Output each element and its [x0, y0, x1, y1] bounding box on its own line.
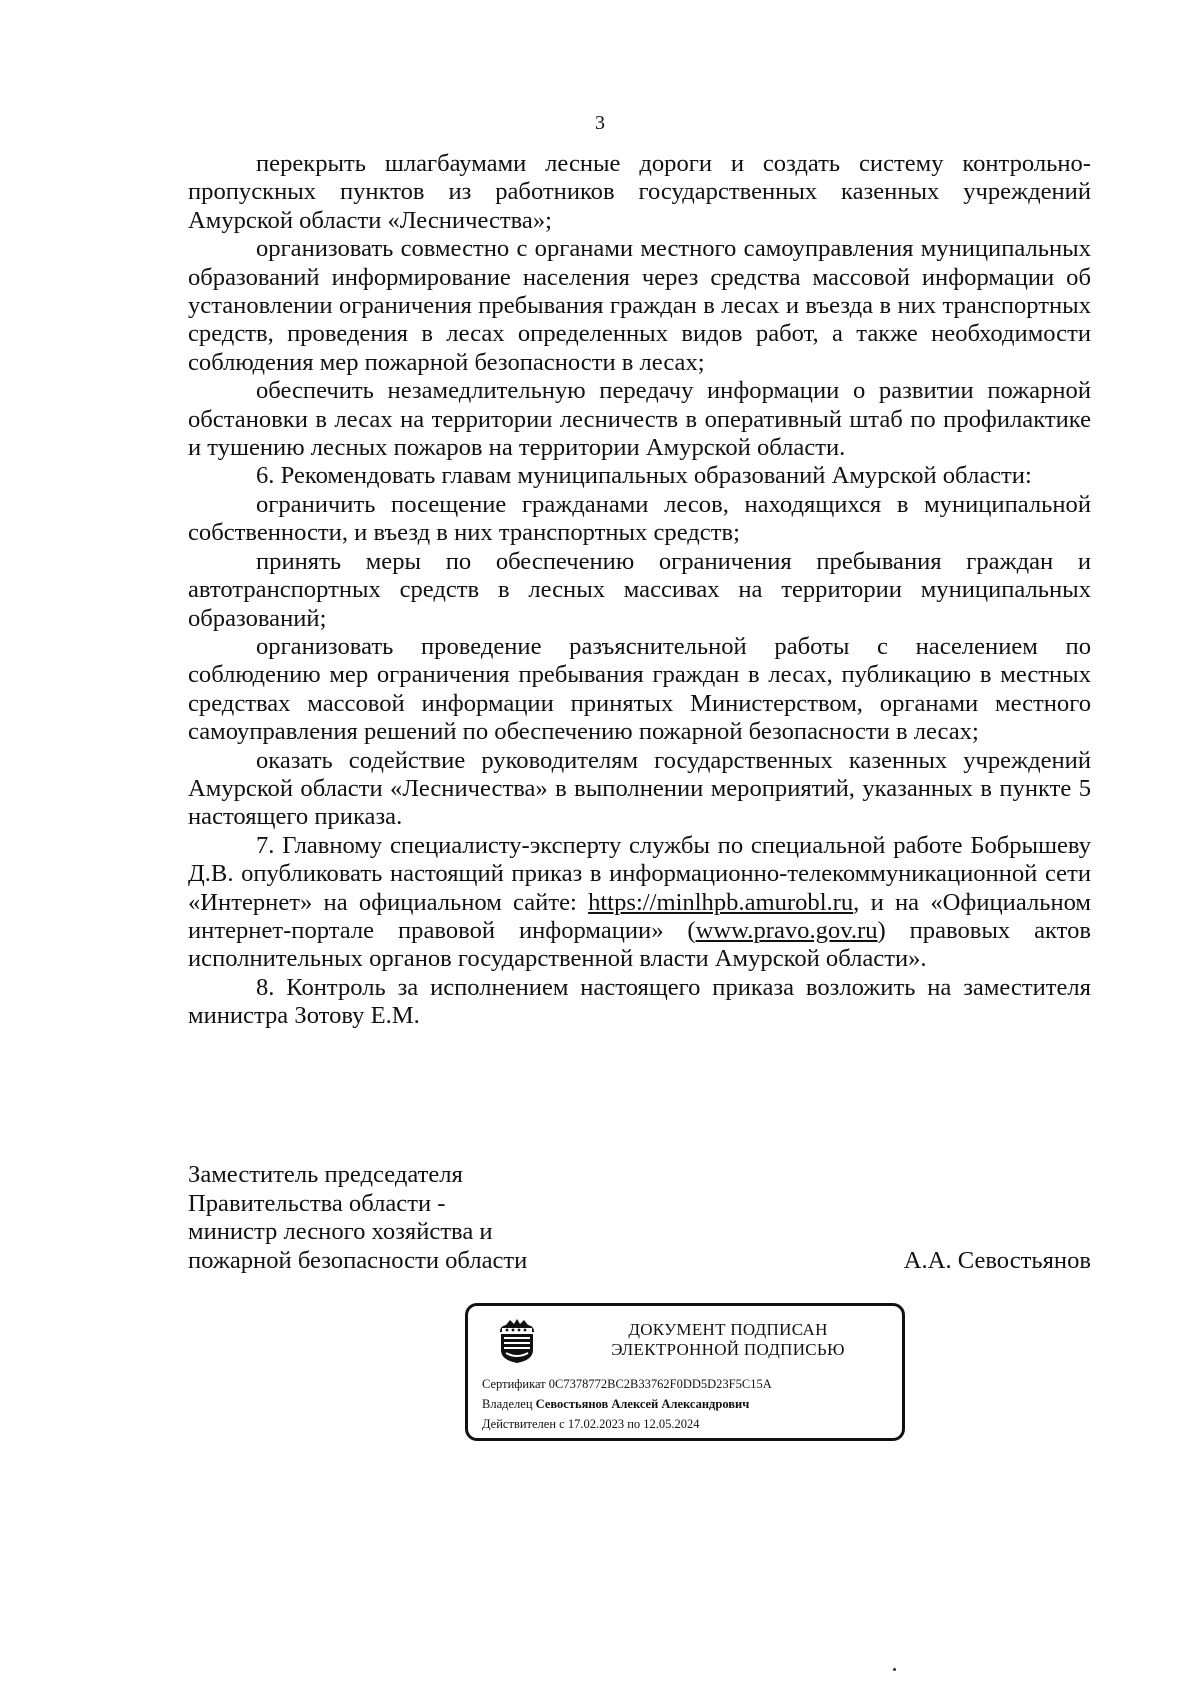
- valid-label: Действителен с: [482, 1417, 565, 1431]
- signatory-position-line: Правительства области -: [188, 1189, 446, 1217]
- paragraph: организовать проведение разъяснительной работы с населением по соблюдению мер ограничения пребывания граждан в лесах, публикацию в местных средствах массовой информации принятых Министерством, органами местного самоуправления решений по обеспечению пожарной безопасности в лесах;: [188, 632, 1091, 746]
- paragraph-7-text: , и на «Официальном интернет-портале правовой информации» (: [188, 888, 1091, 944]
- coat-of-arms-icon: [496, 1316, 538, 1364]
- signatory-position-line: министр лесного хозяйства и: [188, 1218, 493, 1246]
- paragraph: ограничить посещение гражданами лесов, находящихся в муниципальной собственности, и въезд в них транспортных средств;: [188, 490, 1091, 547]
- certificate-row: [482, 1374, 902, 1394]
- owner-value: Севостьянов Алексей Александрович: [535, 1397, 750, 1411]
- paragraph-7-text: ) правовых актов исполнительных органов государственной власти Амурской области».: [188, 916, 1091, 973]
- paragraph-7-text: 7. Главному специалисту-эксперту службы по специальной работе Бобрышеву Д.В. опубликовать настоящий приказ в информационно-телекоммуникационной сети «Интернет» на официальном сайте:: [188, 831, 1091, 916]
- owner-label: Владелец: [482, 1397, 533, 1411]
- official-site-link[interactable]: https://minlhpb.amurobl.ru: [588, 888, 854, 916]
- page-number: 3: [595, 112, 605, 134]
- paragraph: 6. Рекомендовать главам муниципальных образований Амурской области:: [256, 462, 1032, 490]
- valid-to-label: по: [627, 1417, 641, 1431]
- paragraph: оказать содействие руководителям государственных казенных учреждений Амурской области «Лесничества» в выполнении мероприятий, указанных в пункте 5 настоящего приказа.: [188, 746, 1091, 831]
- stamp-title-line: ЭЛЕКТРОННОЙ ПОДПИСЬЮ: [611, 1340, 845, 1359]
- paragraph-8: 8. Контроль за исполнением настоящего приказа возложить на заместителя министра Зотову Е.М.: [188, 973, 1091, 1030]
- signatory-position-line: пожарной безопасности области: [188, 1246, 528, 1274]
- certificate-label: Сертификат: [482, 1377, 546, 1391]
- certificate-value: 0C7378772BC2B33762F0DD5D23F5C15A: [548, 1377, 772, 1391]
- pravo-gov-link[interactable]: www.pravo.gov.ru: [695, 916, 878, 944]
- valid-from: 17.02.2023: [567, 1417, 625, 1431]
- paragraph: обеспечить незамедлительную передачу информации о развитии пожарной обстановки в лесах на территории лесничеств в оперативный штаб по профилактике и тушению лесных пожаров на территории Амурской области.: [188, 377, 1091, 462]
- owner-row: [482, 1394, 902, 1414]
- paragraph-7: [188, 832, 1091, 974]
- valid-to: 12.05.2024: [643, 1417, 700, 1431]
- stamp-title: [578, 1320, 878, 1360]
- stamp-title-line: ДОКУМЕНТ ПОДПИСАН: [628, 1320, 828, 1339]
- signature-block: [188, 1161, 1091, 1275]
- paragraph: перекрыть шлагбаумами лесные дороги и создать систему контрольно-пропускных пунктов из работников государственных казенных учреждений Амурской области «Лесничества»;: [188, 150, 1091, 234]
- electronic-signature-stamp: [465, 1303, 905, 1441]
- signatory-name: А.А. Севостьянов: [903, 1246, 1091, 1274]
- document-body: [188, 150, 1091, 1031]
- validity-row: [482, 1414, 902, 1434]
- paragraph: организовать совместно с органами местного самоуправления муниципальных образований информирование населения через средства массовой информации об установлении ограничения пребывания граждан в лесах и въезда в них транспортных средств, проведения в лесах определенных видов работ, а также необходимости соблюдения мер пожарной безопасности в лесах;: [188, 235, 1091, 376]
- paragraph: принять меры по обеспечению ограничения пребывания граждан и автотранспортных средств в лесных массивах на территории муниципальных образований;: [188, 547, 1091, 632]
- signatory-position-line: Заместитель председателя: [188, 1161, 463, 1188]
- stamp-details: [482, 1374, 902, 1434]
- scan-speck: [893, 1668, 896, 1671]
